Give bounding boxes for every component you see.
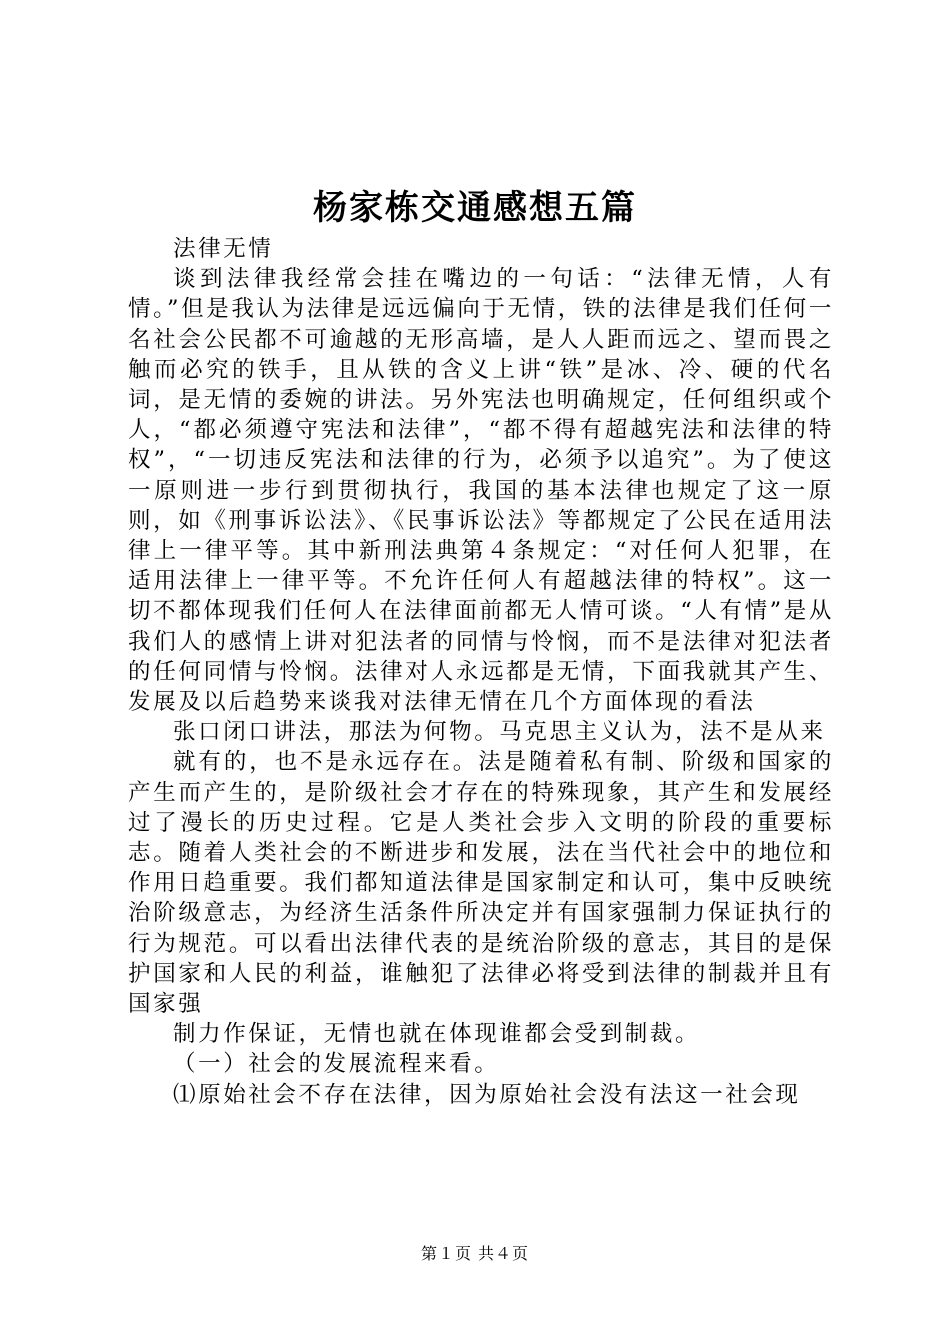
page-number-footer: 第１页 共４页 bbox=[420, 1244, 530, 1263]
paragraph: 张口闭口讲法，那法为何物。马克思主义认为，法不是从来 bbox=[173, 719, 826, 746]
document-title: 杨家栋交通感想五篇 bbox=[313, 188, 637, 228]
paragraph: 谈到法律我经常会挂在嘴边的一句话：“法律无情，人有情。”但是我认为法律是远远偏向于无情，铁的法律是我们任何一名社会公民都不可逾越的无形高墙，是人人距而远之、望而畏之触而必究的铁手，且从铁的含义上讲“铁”是冰、冷、硬的代名词，是无情的委婉的讲法。另外宪法也明确规定，任何组织或个人，“都必须遵守宪法和法律”，“都不得有超越宪法和法律的特权”，“一切违反宪法和法律的行为，必须予以追究”。为了使这一原则进一步行到贯彻执行，我国的基本法律也规定了这一原则，如《刑事诉讼法》、《民事诉讼法》等都规定了公民在适用法律上一律平等。其中新刑法典第４条规定：“对任何人犯罪，在适用法律上一律平等。不允许任何人有超越法律的特权”。这一切不都体现我们任何人在法律面前都无人情可谈。“人有情”是从我们人的感情上讲对犯法者的同情与怜悯，而不是法律对犯法者的任何同情与怜悯。法律对人永远都是无情，下面我就其产生、发展及以后趋势来谈我对法律无情在几个方面体现的看法 bbox=[128, 266, 834, 716]
list-item: ⑴原始社会不存在法律，因为原始社会没有法这一社会现 bbox=[173, 1081, 801, 1108]
paragraph: 就有的，也不是永远存在。法是随着私有制、阶级和国家的产生而产生的，是阶级社会才存在的特殊现象，其产生和发展经过了漫长的历史过程。它是人类社会步入文明的阶段的重要标志。随着人类社会的不断进步和发展，法在当代社会中的地位和作用日趋重要。我们都知道法律是国家制定和认可，集中反映统治阶级意志，为经济生活条件所决定并有国家强制力保证执行的行为规范。可以看出法律代表的是统治阶级的意志，其目的是保护国家和人民的利益，谁触犯了法律必将受到法律的制裁并且有国家强 bbox=[128, 749, 834, 1018]
paragraph-heading: 法律无情 bbox=[173, 236, 274, 262]
section-heading: （一）社会的发展流程来看。 bbox=[173, 1051, 500, 1078]
paragraph: 制力作保证，无情也就在体现谁都会受到制裁。 bbox=[173, 1021, 701, 1048]
document-body bbox=[128, 234, 834, 1110]
